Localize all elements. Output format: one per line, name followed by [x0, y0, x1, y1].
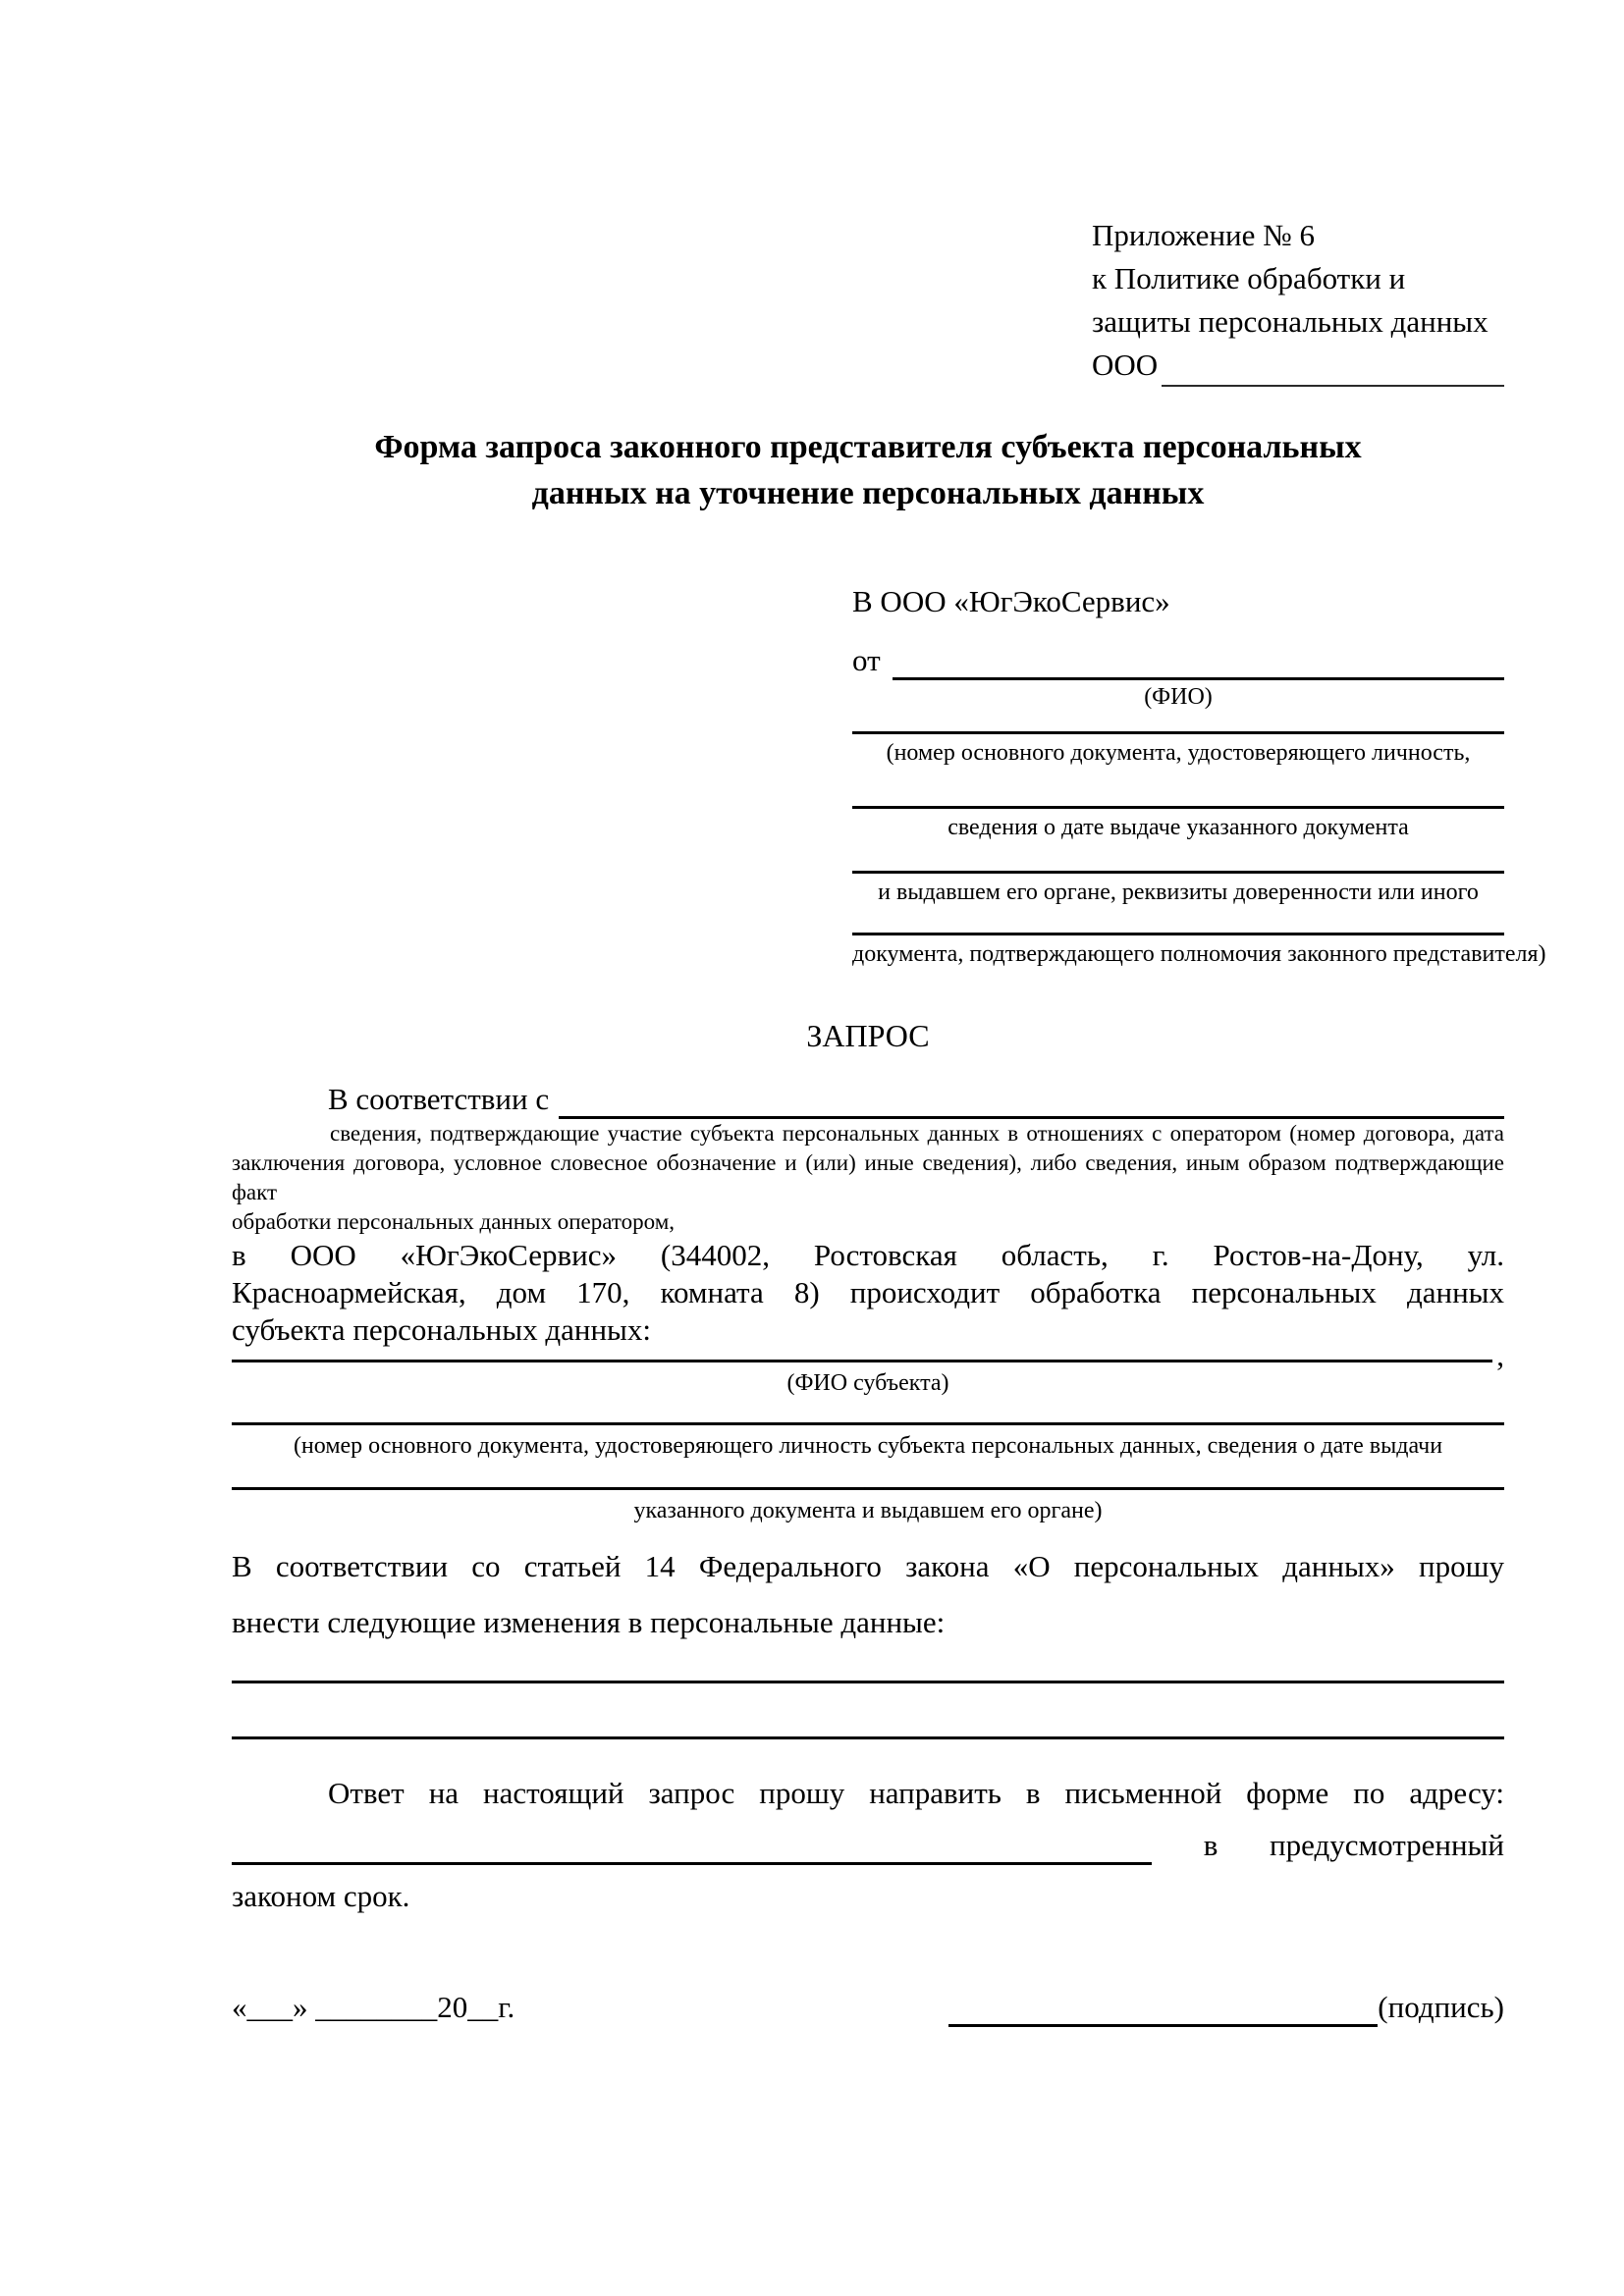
issue-date-blank-line: [852, 806, 1504, 809]
addressee-block: [852, 582, 1546, 969]
document-title-line-2: данных на уточнение персональных данных: [531, 475, 1205, 511]
operator-paragraph: [232, 1237, 1504, 1349]
operator-paragraph-line-2: Красноармейская, дом 170, комната 8) происходит обработка персональных данных: [232, 1275, 1504, 1309]
from-label: от: [852, 643, 881, 677]
basis-caption-line-1: сведения, подтверждающие участие субъекта персональных данных в отношениях с оператором (номер договора, дата: [330, 1121, 1504, 1146]
basis-caption-paragraph: [232, 1119, 1504, 1237]
intro-row: [232, 1080, 1504, 1119]
signature-blank-line: [948, 2024, 1378, 2027]
subject-document-caption-2: указанного документа и выдавшем его органе): [633, 1498, 1103, 1523]
subject-fio-blank-line: [232, 1360, 1492, 1362]
subject-document-caption-1: (номер основного документа, удостоверяющего личность субъекта персональных данных, сведения о дате выдачи: [293, 1433, 1443, 1459]
authority-document-blank-line: [852, 933, 1504, 935]
reply-paragraph-line-3: законом срок.: [232, 1879, 410, 1913]
document-number-caption: (номер основного документа, удостоверяющего личность,: [886, 740, 1471, 766]
fio-caption: (ФИО): [1144, 684, 1213, 710]
basis-caption-line-2: заключения договора, условное словесное обозначение и (или) иные сведения), либо сведения, иным образом подтверждающие факт: [232, 1150, 1504, 1204]
reply-address-blank-line: [232, 1862, 1152, 1865]
appendix-ooo-line: [1092, 344, 1504, 387]
authority-document-caption: документа, подтверждающего полномочия законного представителя): [852, 941, 1546, 967]
footer-row: [232, 1988, 1504, 2027]
reply-paragraph-line-1: Ответ на настоящий запрос прошу направить в письменной форме по адресу:: [328, 1776, 1504, 1810]
signature-caption: (подпись): [1378, 1990, 1504, 2024]
subject-document-blank-line-2: [232, 1487, 1504, 1490]
signature-block: [948, 1988, 1504, 2027]
changes-blank-line-2: [232, 1736, 1504, 1739]
fio-blank-line: [893, 677, 1504, 680]
document-title-line-1: Форма запроса законного представителя субъекта персональных: [374, 429, 1362, 465]
issue-date-caption: сведения о дате выдаче указанного документа: [947, 815, 1409, 840]
appendix-block: [1092, 214, 1504, 387]
issuing-authority-caption: и выдавшем его органе, реквизиты доверенности или иного: [878, 880, 1479, 905]
intro-prefix: В соответствии с: [328, 1082, 550, 1116]
reply-word-predusmotrennyj: предусмотренный: [1270, 1828, 1504, 1862]
law-paragraph: [232, 1538, 1504, 1650]
from-row: [852, 641, 1504, 680]
document-title: [232, 424, 1504, 516]
subject-document-blank-line: [232, 1422, 1504, 1425]
changes-blank-line-1: [232, 1681, 1504, 1683]
subject-fio-row: [232, 1338, 1504, 1372]
operator-paragraph-line-3: субъекта персональных данных:: [232, 1312, 651, 1347]
issuing-authority-blank-line: [852, 871, 1504, 874]
operator-paragraph-line-1: в ООО «ЮгЭкоСервис» (344002, Ростовская область, г. Ростов-на-Дону, ул.: [232, 1238, 1504, 1272]
appendix-line-1: Приложение № 6: [1092, 218, 1315, 252]
appendix-ooo-label: ООО: [1092, 347, 1159, 382]
reply-address-row: [232, 1826, 1504, 1865]
appendix-line-2: к Политике обработки и: [1092, 261, 1406, 295]
date-line: «___» ________20__г.: [232, 1990, 515, 2024]
appendix-line-3: защиты персональных данных: [1092, 304, 1489, 339]
law-paragraph-line-1: В соответствии со статьей 14 Федерального закона «О персональных данных» прошу: [232, 1549, 1504, 1583]
subject-fio-caption: (ФИО субъекта): [786, 1370, 949, 1396]
law-paragraph-line-2: внести следующие изменения в персональные данные:: [232, 1605, 946, 1639]
trailing-comma: ,: [1496, 1338, 1504, 1372]
addressee-to: В ООО «ЮгЭкоСервис»: [852, 584, 1170, 618]
request-heading: ЗАПРОС: [806, 1018, 930, 1053]
company-name-blank-line: [1162, 385, 1504, 387]
basis-caption-line-3: обработки персональных данных оператором,: [232, 1209, 675, 1234]
document-number-blank-line: [852, 731, 1504, 734]
reply-word-v: в: [1203, 1828, 1218, 1862]
